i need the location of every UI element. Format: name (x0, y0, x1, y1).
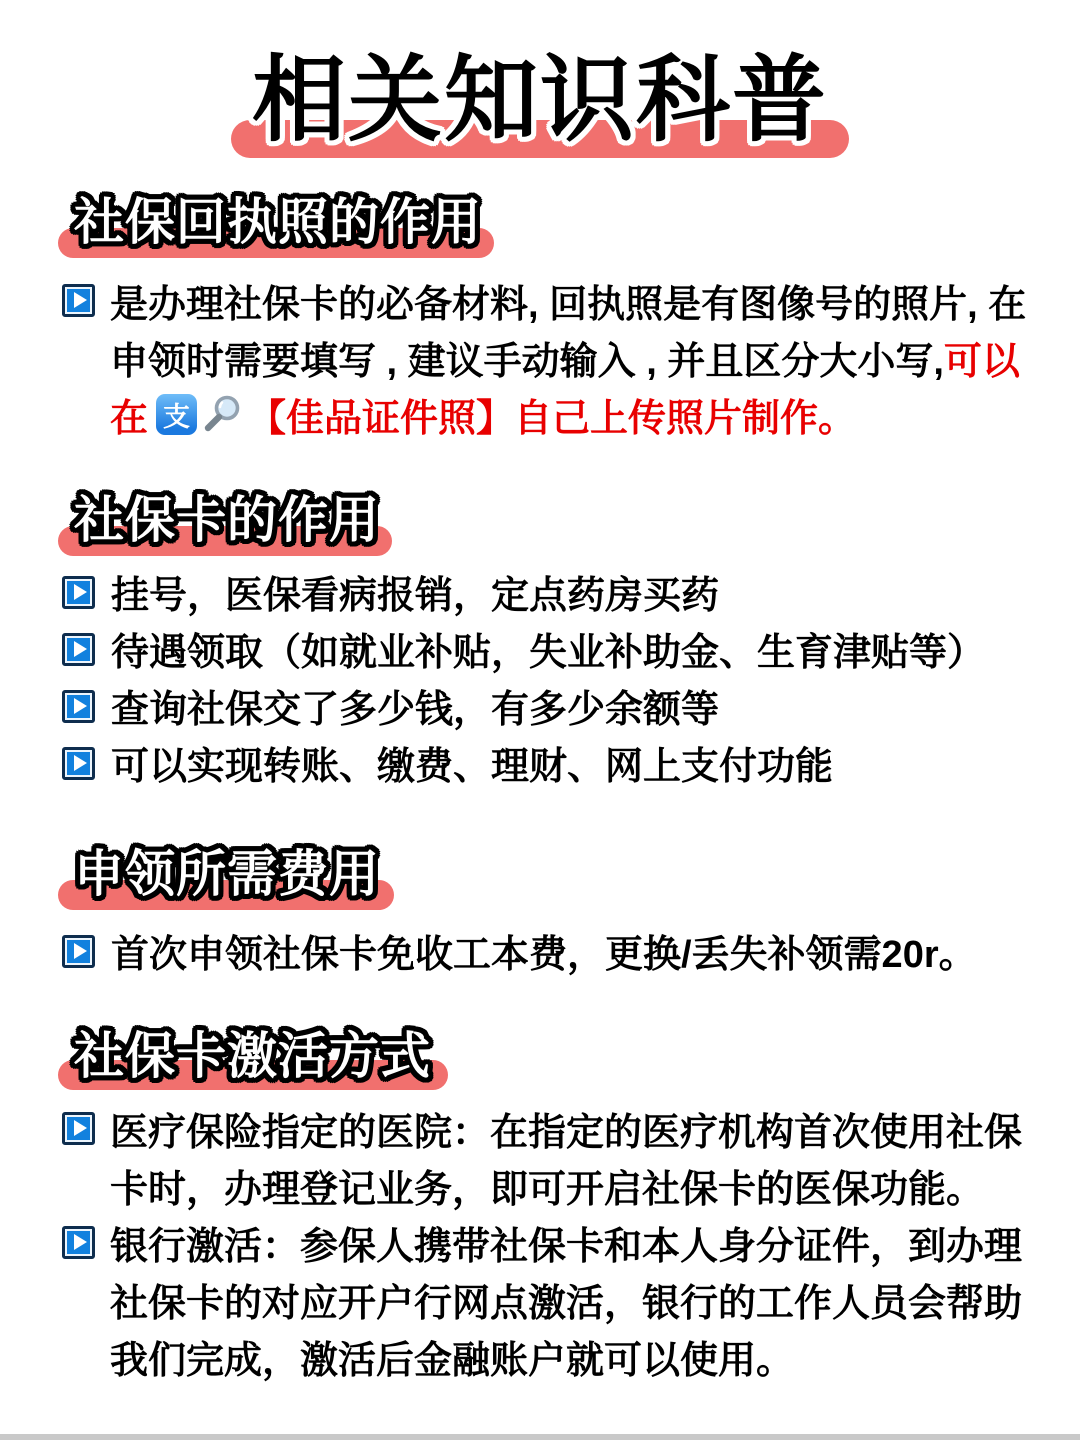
bullet-text: 挂号，医保看病报销，定点药房买药 (111, 575, 720, 617)
bullet-row (62, 677, 1042, 734)
section-heading-fee: 申领所需费用 (74, 846, 380, 902)
alipay-icon: 支 (156, 394, 197, 435)
paragraph-text: 卡时，办理登记业务，即可开启社保卡的医保功能。 (110, 1169, 985, 1211)
bullet-text: 首次申领社保卡免收工本费，更换/丢失补领需20r。 (111, 934, 977, 976)
paragraph-text-red: 【佳品证件照】自己上传照片制作。 (248, 398, 857, 440)
bullet-row (62, 620, 1042, 677)
play-bullet-icon (62, 747, 95, 780)
bullet-text: 待遇领取（如就业补贴，失业补助金、生育津贴等） (111, 632, 986, 674)
play-bullet-icon (62, 576, 95, 609)
section-heading-card-use: 社保卡的作用 (74, 492, 380, 548)
play-bullet-icon (62, 633, 95, 666)
magnifier-icon (200, 393, 244, 437)
paragraph-text: 我们完成，激活后金融账户就可以使用。 (110, 1340, 795, 1382)
paragraph-text: 申领时需要填写 , 建议手动输入 , 并且区分大小写, (110, 341, 944, 383)
play-bullet-icon (62, 690, 95, 723)
paragraph-line (110, 1328, 1040, 1385)
bullet-row (62, 563, 1042, 620)
bullet-row (62, 922, 1042, 979)
play-bullet-icon (62, 284, 95, 317)
paragraph-line (110, 1157, 1040, 1214)
paragraph-line (110, 329, 1040, 386)
section-heading-receipt: 社保回执照的作用 (74, 194, 482, 250)
bullet-text: 查询社保交了多少钱，有多少余额等 (111, 689, 720, 731)
play-bullet-icon (62, 1226, 95, 1259)
paragraph-text-red: 可以 (943, 341, 1020, 383)
paragraph-line (110, 1271, 1040, 1328)
activate-paragraphs (110, 1100, 1040, 1385)
paragraph-line (110, 1100, 1040, 1157)
paragraph-text: 银行激活：参保人携带社保卡和本人身分证件，到办理 (110, 1226, 1023, 1268)
play-bullet-icon (62, 1112, 95, 1145)
bullet-row (62, 734, 1042, 791)
page-title: 相关知识科普 (251, 47, 828, 152)
paragraph-text: 社保卡的对应开户行网点激活，银行的工作人员会帮助 (110, 1283, 1023, 1325)
receipt-paragraph (110, 272, 1040, 443)
paragraph-text: 医疗保险指定的医院：在指定的医疗机构首次使用社保 (110, 1112, 1023, 1154)
paragraph-text: 是办理社保卡的必备材料, 回执照是有图像号的照片, 在 (110, 284, 1027, 326)
play-bullet-icon (62, 935, 95, 968)
bullet-text: 可以实现转账、缴费、理财、网上支付功能 (111, 746, 834, 788)
paragraph-line (110, 272, 1040, 329)
paragraph-text-red: 在 (110, 398, 149, 440)
bottom-edge-strip (0, 1434, 1080, 1440)
paragraph-line (110, 1214, 1040, 1271)
card-use-bullet-list (62, 563, 1042, 791)
paragraph-line (110, 386, 1040, 443)
section-heading-activate: 社保卡激活方式 (74, 1028, 431, 1084)
fee-bullet-list (62, 922, 1042, 979)
